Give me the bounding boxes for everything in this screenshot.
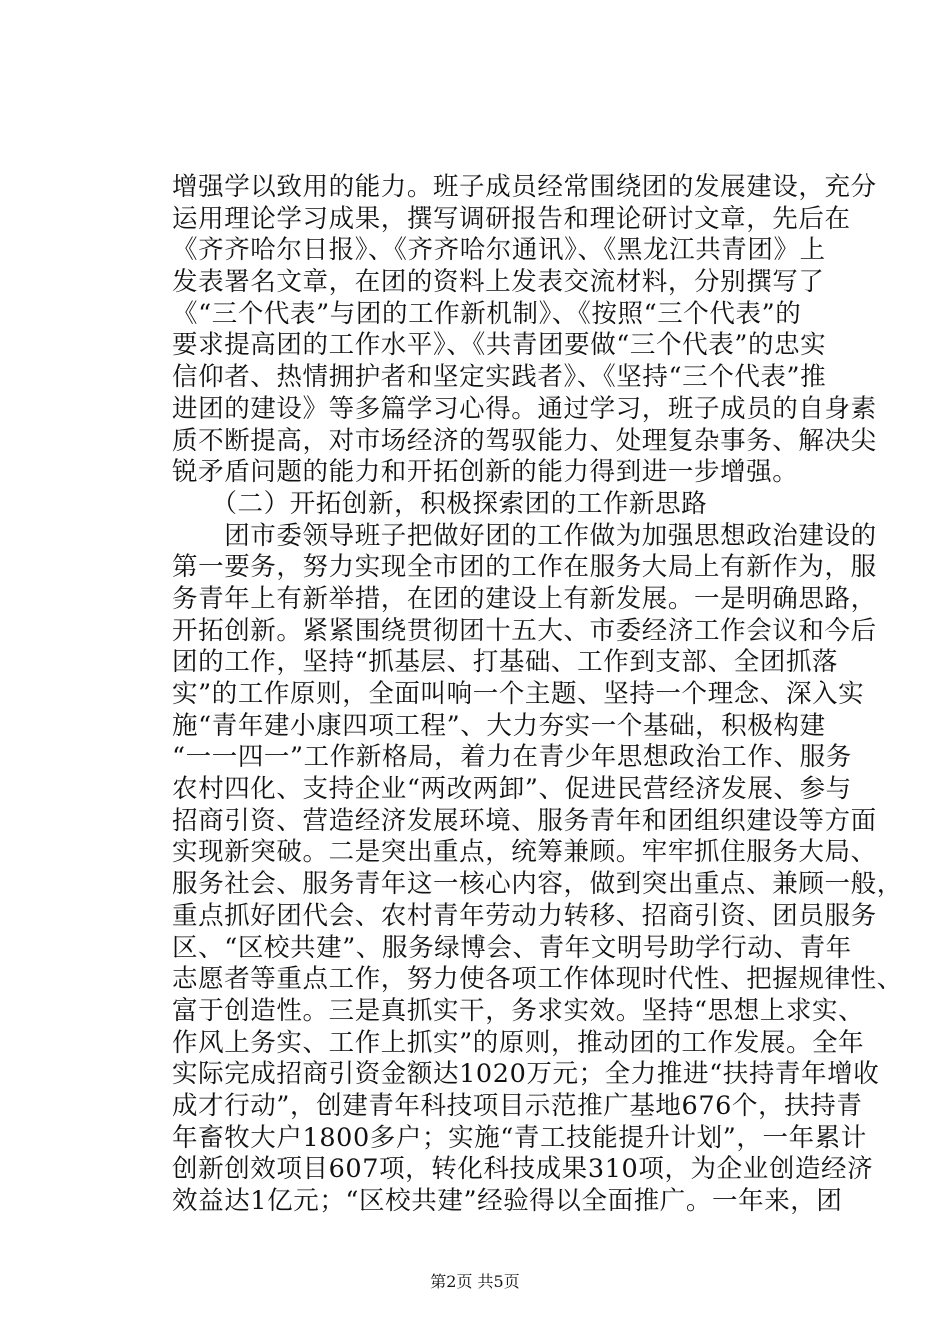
text-line: 招商引资、营造经济发展环境、服务青年和团组织建设等方面 bbox=[172, 805, 877, 836]
text-line: 区、“区校共建”、服务绿博会、青年文明号助学行动、青年 bbox=[172, 932, 852, 963]
text-line: 要求提高团的工作水平》、《共青团要做“三个代表”的忠实 bbox=[172, 330, 827, 361]
text-line: 质不断提高，对市场经济的驾驭能力、处理复杂事务、解决尖 bbox=[172, 425, 877, 456]
text-line: 实现新突破。二是突出重点，统筹兼顾。牢牢抓住服务大局、 bbox=[172, 837, 877, 868]
body-text bbox=[172, 172, 903, 1218]
text-line: 锐矛盾问题的能力和开拓创新的能力得到进一步增强。 bbox=[172, 457, 799, 488]
text-line: 务青年上有新举措，在团的建设上有新发展。一是明确思路， bbox=[172, 583, 877, 614]
text-line: 重点抓好团代会、农村青年劳动力转移、招商引资、团员服务 bbox=[172, 900, 877, 931]
text-line: 运用理论学习成果，撰写调研报告和理论研讨文章，先后在 bbox=[172, 203, 851, 234]
text-line: 成才行动”，创建青年科技项目示范推广基地676个，扶持青 bbox=[172, 1090, 863, 1121]
text-line: 团市委领导班子把做好团的工作做为加强思想政治建设的 bbox=[172, 520, 877, 551]
page-number-footer: 第2页 共5页 bbox=[430, 1272, 520, 1291]
text-line: 团的工作，坚持“抓基层、打基础、工作到支部、全团抓落 bbox=[172, 647, 839, 678]
text-line: 年畜牧大户1800多户；实施“青工技能提升计划”，一年累计 bbox=[172, 1122, 867, 1153]
text-line: 作风上务实、工作上抓实”的原则，推动团的工作发展。全年 bbox=[172, 1027, 865, 1058]
text-line: 《“三个代表”与团的工作新机制》、《按照“三个代表”的 bbox=[172, 298, 802, 329]
text-line: 创新创效项目607项，转化科技成果310项，为企业创造经济 bbox=[172, 1154, 874, 1185]
text-line: “一一四一”工作新格局，着力在青少年思想政治工作、服务 bbox=[172, 742, 852, 773]
text-line: 富于创造性。三是真抓实干，务求实效。坚持“思想上求实、 bbox=[172, 995, 865, 1026]
text-line: 服务社会、服务青年这一核心内容，做到突出重点、兼顾一般， bbox=[172, 869, 903, 900]
text-line: 《齐齐哈尔日报》、《齐齐哈尔通讯》、《黑龙江共青团》上 bbox=[172, 235, 826, 266]
text-line: 第一要务，努力实现全市团的工作在服务大局上有新作为，服 bbox=[172, 552, 877, 583]
text-line: 进团的建设》等多篇学习心得。通过学习，班子成员的自身素 bbox=[172, 393, 877, 424]
text-line: 信仰者、热情拥护者和坚定实践者》、《坚持“三个代表”推 bbox=[172, 362, 827, 393]
text-line: 志愿者等重点工作，努力使各项工作体现时代性、把握规律性、 bbox=[172, 964, 903, 995]
text-line: 增强学以致用的能力。班子成员经常围绕团的发展建设，充分 bbox=[172, 172, 877, 202]
text-line: 农村四化、支持企业“两改两卸”、促进民营经济发展、参与 bbox=[172, 774, 852, 805]
text-line: 开拓创新。紧紧围绕贯彻团十五大、市委经济工作会议和今后 bbox=[172, 615, 877, 646]
text-line: 发表署名文章，在团的资料上发表交流材料，分别撰写了 bbox=[172, 267, 825, 298]
text-line: 施“青年建小康四项工程”、大力夯实一个基础，积极构建 bbox=[172, 710, 826, 741]
text-line: 效益达1亿元；“区校共建”经验得以全面推广。一年来，团 bbox=[172, 1186, 843, 1216]
section-heading: （二）开拓创新，积极探索团的工作新思路 bbox=[172, 488, 708, 519]
text-line: 实际完成招商引资金额达1020万元；全力推进“扶持青年增收 bbox=[172, 1059, 880, 1090]
text-line: 实”的工作原则，全面叫响一个主题、坚持一个理念、深入实 bbox=[172, 679, 865, 709]
